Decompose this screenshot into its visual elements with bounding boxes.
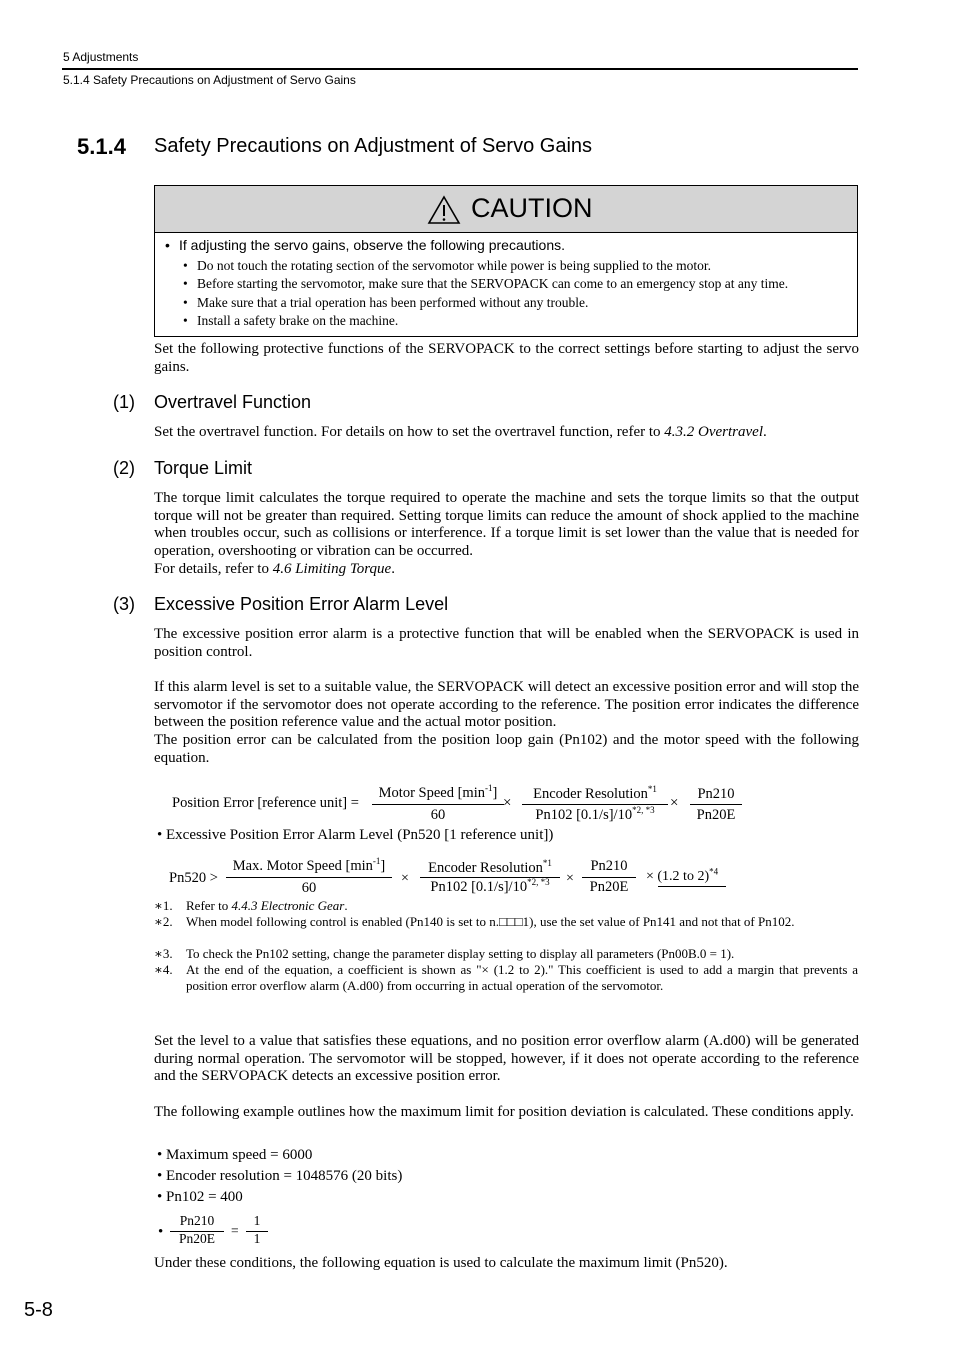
footnote-1: Refer to 4.4.3 Electronic Gear. — [186, 898, 348, 913]
subsection-1-number: (1) — [113, 392, 135, 412]
ratio-equals: = — [231, 1223, 239, 1238]
eq1-times-1: × — [503, 795, 512, 811]
subsection-3-title: Excessive Position Error Alarm Level — [154, 594, 449, 614]
eq1-frac2-num: Encoder Resolution$^{*1}$ — [533, 784, 657, 802]
eq1-frac3-num: Pn210 — [697, 786, 735, 802]
eq2-coefficient-underline — [658, 886, 726, 887]
ratio-den: Pn20E — [178, 1231, 215, 1246]
footnote-2-mark: ∗2. — [154, 914, 173, 929]
caution-item: • Install a safety brake on the machine. — [183, 313, 399, 328]
level-paragraph: Set the level to a value that satisfies these equations, and no position error overflow alarm (A.d00) will be generated during normal operation. The servomotor will be stopped, however, if it does not operate according to the reference and the SERVOPACK detects an excessive position error. — [154, 1033, 859, 1084]
condition-item: • Encoder resolution = 1048576 (20 bits) — [157, 1168, 403, 1184]
eq2-bullet-text: • Excessive Position Error Alarm Level (Pn520 [1 reference unit]) — [157, 827, 554, 843]
footnote-4: At the end of the equation, a coefficient is shown as "× (1.2 to 2)." This coefficient is used to add a margin that prevents a position error overflow alarm (A.d00) from occurring in actual operation of the servomotor. — [186, 962, 858, 993]
eq2-frac3-num: Pn210 — [590, 858, 628, 874]
condition-item: • Maximum speed = 6000 — [157, 1147, 313, 1163]
eq2-frac1-den: 60 — [301, 880, 317, 896]
eq2-frac2-num: Encoder Resolution$^{*1}$ — [428, 858, 552, 876]
caution-item: • Make sure that a trial operation has been performed without any trouble. — [183, 295, 589, 310]
eq2-frac2-den: Pn102 $[0.1/s]/10^{*2, *3}$ — [430, 877, 550, 895]
caution-item: • Do not touch the rotating section of the servomotor while power is being supplied to the motor. — [183, 258, 712, 273]
eq2-frac3-den: Pn20E — [589, 879, 629, 895]
alarm-paragraph-3: The position error can be calculated from the position loop gain (Pn102) and the motor speed with the following equation. — [154, 732, 859, 766]
eq1-frac1-line — [372, 804, 504, 805]
eq2-lhs: Pn520 > — [169, 870, 218, 886]
condition-item: • Pn102 = 400 — [157, 1189, 243, 1205]
eq2-coefficient: × (1.2 to 2)$^{*4}$ — [646, 866, 719, 884]
header-rule — [62, 68, 858, 70]
subsection-2-title: Torque Limit — [154, 458, 253, 478]
caution-box — [154, 185, 858, 337]
eq1-frac1-num: Motor Speed $[\min^{-1}]$ — [378, 783, 498, 801]
intro-paragraph: Set the following protective functions of the SERVOPACK to the correct settings before starting to adjust the servo gains. — [154, 341, 859, 375]
eq2-frac1-num: Max. Motor Speed $[\min^{-1}]$ — [232, 856, 386, 874]
eq1-frac3-den: Pn20E — [696, 807, 736, 823]
footnote-3-mark: ∗3. — [154, 946, 173, 961]
subsection-3-number: (3) — [113, 594, 135, 614]
section-number: 5.1.4 — [77, 134, 126, 159]
section-title: Safety Precautions on Adjustment of Servo Gains — [154, 135, 593, 157]
caution-intro: • If adjusting the servo gains, observe the following precautions. — [165, 237, 566, 253]
subsection-2-number: (2) — [113, 458, 135, 478]
footnote-4-mark: ∗4. — [154, 962, 173, 977]
example-paragraph: The following example outlines how the maximum limit for position deviation is calculated. These conditions apply. — [154, 1104, 854, 1120]
eq1-times-2: × — [670, 795, 679, 811]
warning-triangle-icon — [427, 195, 461, 225]
caution-title: CAUTION — [471, 193, 593, 223]
footnote-3: To check the Pn102 setting, change the parameter display setting to display all parameters (Pn00B.0 = 1). — [186, 946, 735, 961]
ratio-rhs-den: 1 — [253, 1231, 261, 1246]
eq2-frac1-line — [226, 877, 392, 878]
overtravel-ref: 4.3.2 Overtravel — [664, 424, 763, 440]
alarm-paragraph-2: If this alarm level is set to a suitable value, the SERVOPACK will detect an excessive position error and will stop the servomotor if the servomotor does not operate according to the reference. The position error indicates the difference between the position reference value and the actual motor position. — [154, 679, 859, 730]
eq2-times-2: × — [566, 871, 574, 886]
torque-limit-ref: For details, refer to 4.6 Limiting Torque. — [154, 561, 395, 577]
ratio-bullet: • — [158, 1224, 164, 1240]
running-header-section: 5.1.4 Safety Precautions on Adjustment of Servo Gains — [63, 73, 356, 87]
eq1-frac2-den: Pn102 $[0.1/s]/10^{*2, *3}$ — [535, 805, 655, 823]
eq2-frac3-line — [582, 877, 636, 878]
ratio-rhs-num: 1 — [253, 1213, 261, 1228]
eq2-times-1: × — [401, 871, 409, 886]
subsection-1-title: Overtravel Function — [154, 392, 312, 412]
caution-header — [155, 186, 857, 233]
alarm-paragraph-1: The excessive position error alarm is a protective function that will be enabled when the SERVOPACK is used in position control. — [154, 626, 859, 660]
eq1-frac1-den: 60 — [430, 807, 446, 823]
conclusion-paragraph: Under these conditions, the following equation is used to calculate the maximum limit (Pn520). — [154, 1255, 728, 1271]
torque-limit-paragraph: The torque limit calculates the torque required to operate the machine and sets the torque limits so that the output torque will not be greater than required. Setting torque limits can reduce the amount of shock applied to the machine when troubles occur, such as collisions or interference. If a torque limit is set lower than the value that is needed for operation, overshooting or vibration can be occurred. — [154, 490, 859, 559]
running-header-chapter: 5 Adjustments — [63, 50, 139, 64]
overtravel-paragraph: Set the overtravel function. For details on how to set the overtravel function, refer to 4.3.2 Overtravel. — [154, 424, 767, 440]
page-number: 5-8 — [24, 1299, 53, 1321]
eq1-lhs: Position Error [reference unit] = — [172, 795, 359, 811]
eq1-frac3-line — [690, 804, 742, 805]
caution-item: • Before starting the servomotor, make sure that the SERVOPACK can come to an emergency stop at any time. — [183, 276, 789, 291]
footnote-2: When model following control is enabled (Pn140 is set to n.□□□1), use the set value of Pn141 and not that of Pn102. — [186, 914, 795, 929]
footnote-1-mark: ∗1. — [154, 898, 173, 913]
ratio-num: Pn210 — [179, 1213, 215, 1228]
